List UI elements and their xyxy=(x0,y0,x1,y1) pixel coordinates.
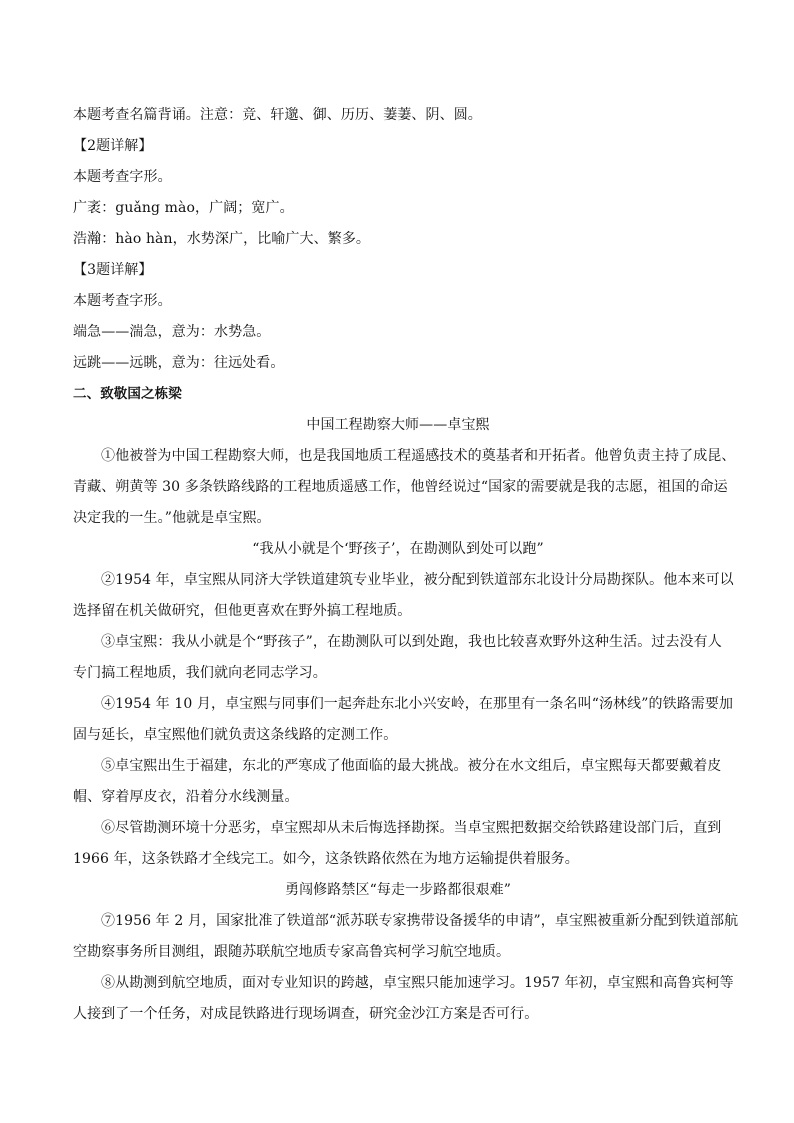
section-label-q2: 【2题详解】 xyxy=(73,138,153,154)
answer-note-line-3: 本题考查字形。 xyxy=(73,169,172,185)
answer-note-line-4: 广袤：guǎng mào，广阔；宽广。 xyxy=(73,200,294,216)
paragraph-6-line-b: 1966 年，这条铁路才全线完工。如今，这条铁路依然在为地方运输提供着服务。 xyxy=(73,851,579,867)
paragraph-1-line-b: 青藏、朔黄等 30 多条铁路线路的工程地质遥感工作，他曾经说过“国家的需要就是我的志愿，祖国的命运 xyxy=(73,479,728,495)
paragraph-3-line-a: ③卓宝熙：我从小就是个“野孩子”，在勘测队可以到处跑，我也比较喜欢野外这种生活。过去没有人 xyxy=(101,634,722,650)
paragraph-1-line-c: 决定我的一生。”他就是卓宝熙。 xyxy=(73,510,271,526)
paragraph-2-line-a: ②1954 年，卓宝熙从同济大学铁道建筑专业毕业，被分配到铁道部东北设计分局勘探队。他本来可以 xyxy=(101,572,734,588)
paragraph-3-line-b: 专门搞工程地质，我们就向老同志学习。 xyxy=(73,665,327,681)
paragraph-7-line-a: ⑦1956 年 2 月，国家批准了铁道部“派苏联专家携带设备援华的申请”，卓宝熙被重新分配到铁道部航 xyxy=(101,913,739,929)
paragraph-7-line-b: 空勘察事务所目测组，跟随苏联航空地质专家高鲁宾柯学习航空地质。 xyxy=(73,944,511,960)
paragraph-1-line-a: ①他被誉为中国工程勘察大师，也是我国地质工程遥感技术的奠基者和开拓者。他曾负责主持了成昆、 xyxy=(101,448,736,464)
answer-note-line-8: 端急——湍急，意为：水势急。 xyxy=(73,324,271,340)
answer-note-line-1: 本题考查名篇背诵。注意：竞、轩邈、御、历历、萋萋、阴、圆。 xyxy=(73,107,482,123)
paragraph-5-line-b: 帽、穿着厚皮衣，沿着分水线测量。 xyxy=(73,789,299,805)
paragraph-8-line-b: 人接到了一个任务，对成昆铁路进行现场调查，研究金沙江方案是否可行。 xyxy=(73,1006,539,1022)
paragraph-2-line-b: 选择留在机关做研究，但他更喜欢在野外搞工程地质。 xyxy=(73,603,412,619)
answer-note-line-9: 远跳——远眺，意为：往远处看。 xyxy=(73,355,285,371)
article-subtitle-2: 勇闯修路禁区“每走一步路都很艰难” xyxy=(284,882,511,898)
section-label-q3: 【3题详解】 xyxy=(73,262,153,278)
answer-note-line-5: 浩瀚：hào hàn，水势深广，比喻广大、繁多。 xyxy=(73,231,371,247)
section-heading: 二、致敬国之栋梁 xyxy=(73,386,182,402)
paragraph-5-line-a: ⑤卓宝熙出生于福建，东北的严寒成了他面临的最大挑战。被分在水文组后，卓宝熙每天都要戴着皮 xyxy=(101,758,722,774)
paragraph-4-line-b: 固与延长，卓宝熙他们就负责这条线路的定测工作。 xyxy=(73,727,398,743)
article-title: 中国工程勘察大师——卓宝熙 xyxy=(306,417,490,433)
answer-note-line-7: 本题考查字形。 xyxy=(73,293,172,309)
paragraph-8-line-a: ⑧从勘测到航空地质，面对专业知识的跨越，卓宝熙只能加速学习。1957 年初，卓宝熙和高鲁宾柯等 xyxy=(101,975,734,991)
paragraph-4-line-a: ④1954 年 10 月，卓宝熙与同事们一起奔赴东北小兴安岭，在那里有一条名叫“汤林线”的铁路需要加 xyxy=(101,696,734,712)
paragraph-6-line-a: ⑥尽管勘测环境十分恶劣，卓宝熙却从未后悔选择勘探。当卓宝熙把数据交给铁路建设部门后，直到 xyxy=(101,820,722,836)
document-content xyxy=(73,100,739,1030)
article-subtitle-1: “我从小就是个‘野孩子’，在勘测队到处可以跑” xyxy=(252,541,544,557)
